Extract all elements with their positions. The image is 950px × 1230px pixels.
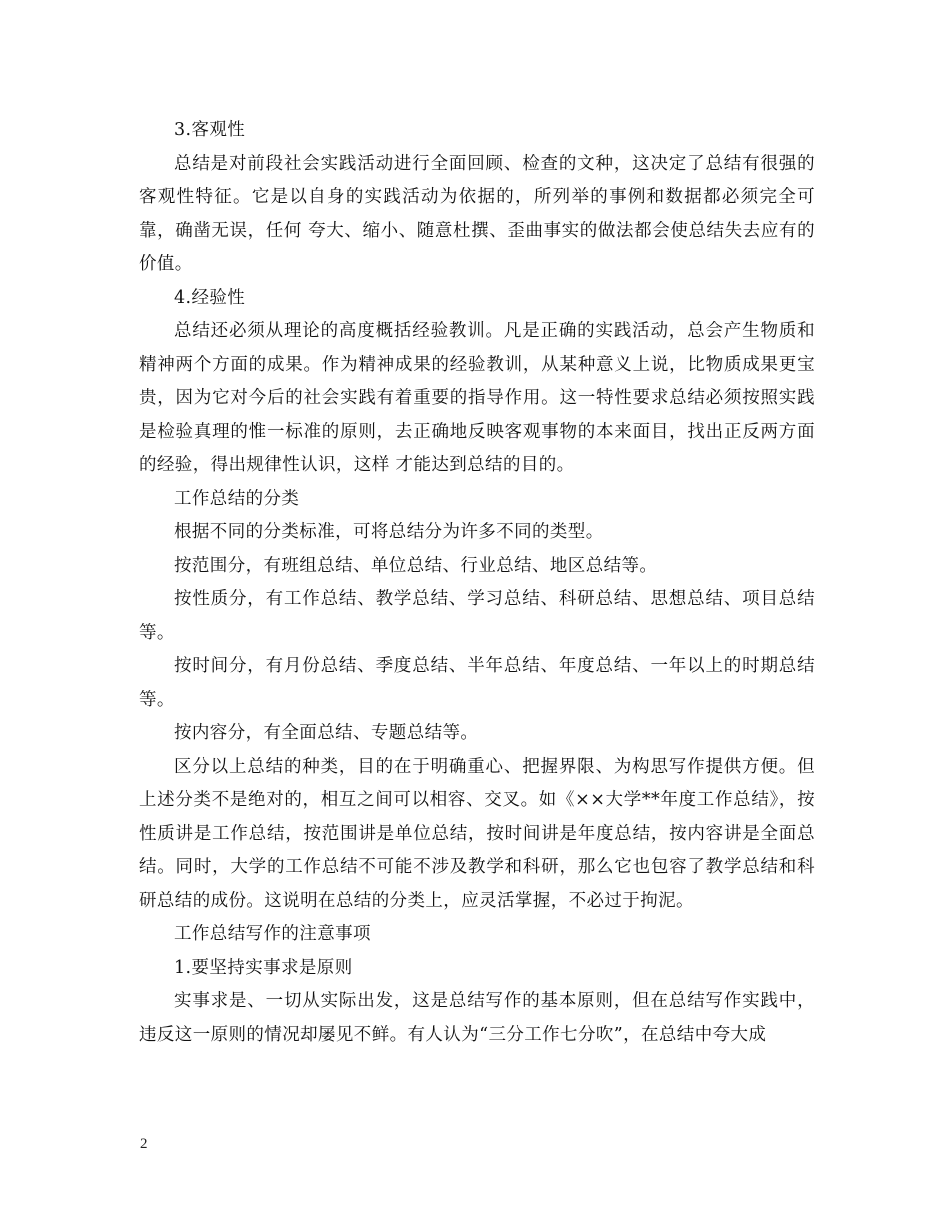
body-paragraph: 区分以上总结的种类，目的在于明确重心、把握界限、为构思写作提供方便。但上述分类不是绝对的，相互之间可以相容、交叉。如《××大学**年度工作总结》，按性质讲是工作总结，按范围讲是单位总结，按时间讲是年度总结，按内容讲是全面总结。同时，大学的工作总结不可能不涉及教学和科研，那么它也包容了教学总结和科研总结的成份。这说明在总结的分类上，应灵活掌握，不必过于拘泥。	[139, 756, 815, 911]
body-paragraph: 实事求是、一切从实际出发，这是总结写作的基本原则，但在总结写作实践中，违反这一原则的情况却屡见不鲜。有人认为“三分工作七分吹”，在总结中夸大成	[139, 991, 815, 1045]
section-heading-experience: 4.经验性	[174, 287, 246, 308]
body-paragraph: 按时间分，有月份总结、季度总结、半年总结、年度总结、一年以上的时期总结等。	[139, 656, 815, 710]
body-paragraph: 总结还必须从理论的高度概括经验教训。凡是正确的实践活动，总会产生物质和精神两个方面的成果。作为精神成果的经验教训，从某种意义上说，比物质成果更宝贵，因为它对今后的社会实践有着重要的指导作用。这一特性要求总结必须按照实践是检验真理的惟一标准的原则，去正确地反映客观事物的本来面目，找出正反两方面的经验，得出规律性认识，这样 才能达到总结的目的。	[139, 321, 815, 475]
subsection-heading: 1.要坚持实事求是原则	[174, 957, 353, 978]
section-heading-objectivity: 3.客观性	[174, 120, 246, 140]
body-paragraph: 根据不同的分类标准，可将总结分为许多不同的类型。	[174, 522, 604, 542]
section-heading-notes: 工作总结写作的注意事项	[174, 924, 371, 944]
document-body	[139, 114, 815, 1052]
body-paragraph: 按性质分，有工作总结、教学总结、学习总结、科研总结、思想总结、项目总结等。	[139, 589, 815, 643]
body-paragraph: 按范围分，有班组总结、单位总结、行业总结、地区总结等。	[174, 555, 658, 576]
section-heading-classification: 工作总结的分类	[174, 488, 300, 509]
body-paragraph: 按内容分，有全面总结、专题总结等。	[174, 723, 479, 743]
page-number: 2	[140, 1136, 148, 1152]
body-paragraph: 总结是对前段社会实践活动进行全面回顾、检查的文种，这决定了总结有很强的客观性特征。它是以自身的实践活动为依据的，所列举的事例和数据都必须完全可靠，确凿无误，任何 夸大、缩小、随意杜撰、歪曲事实的做法都会使总结失去应有的价值。	[139, 153, 815, 274]
